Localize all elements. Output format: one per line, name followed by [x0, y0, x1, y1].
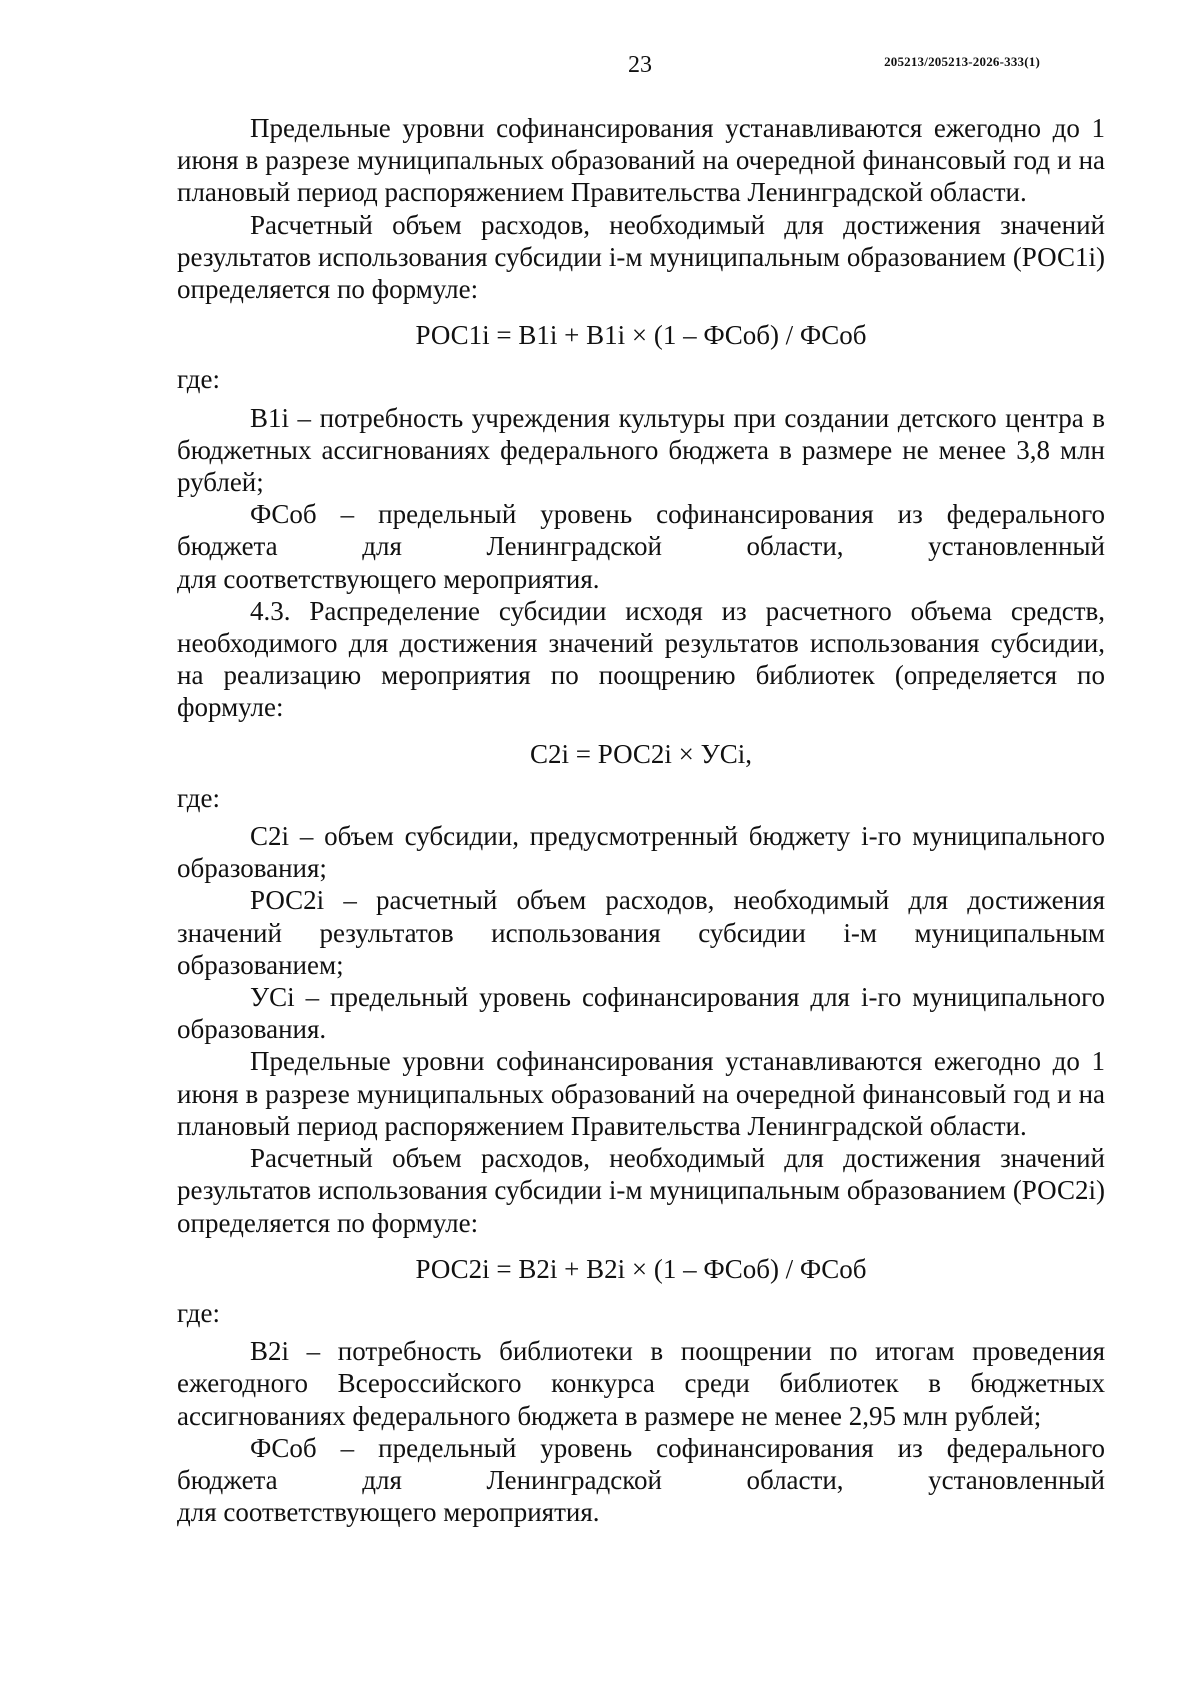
formula-c2: С2i = РОС2i × УСi, [529, 738, 753, 769]
where-label-2: где: [177, 782, 220, 813]
definition-b2: В2i – потребность библиотеки в поощрении по итогам проведения ежегодного Всероссийского конкурса среди библиотек в бюджетных ассигнованиях федерального бюджета в размере не менее 2,95 млн рублей; [177, 1336, 1105, 1431]
definition-b1: В1i – потребность учреждения культуры при создании детского центра в бюджетных ассигнованиях федерального бюджета в размере не менее 3,8 млн рублей; [177, 402, 1105, 498]
definition-fsob-2-line3: для соответствующего мероприятия. [177, 1497, 600, 1528]
paragraph-limits-1: Предельные уровни софинансирования устанавливаются ежегодно до 1 июня в разрезе муниципальных образований на очередной финансовый год и на плановый период распоряжением Правительства Ленинградской области. [177, 113, 1105, 208]
where-label-1: где: [177, 364, 220, 395]
document-body [177, 112, 1105, 1528]
definition-fsob-1-line3: для соответствующего мероприятия. [177, 563, 600, 594]
paragraph-calc-volume-2: Расчетный объем расходов, необходимый для достижения значений результатов использования субсидии i-м муниципальным образованием (РОС2i) определяется по формуле: [177, 1143, 1105, 1238]
formula-ros1: РОС1i = В1i + В1i × (1 – ФСоб) / ФСоб [415, 320, 867, 351]
document-code: 205213/205213-2026-333(1) [884, 54, 1040, 69]
definition-fsob-2-line2: бюджета для Ленинградской области, установленный [177, 1464, 1105, 1495]
definition-fsob-2 [177, 1432, 1105, 1529]
definition-fsob-1-line1: ФСоб – предельный уровень софинансирования из федерального [250, 499, 1105, 530]
formula-ros2: РОС2i = В2i + В2i × (1 – ФСоб) / ФСоб [415, 1253, 867, 1284]
paragraph-section-4-3: 4.3. Распределение субсидии исходя из расчетного объема средств, необходимого для достижения значений результатов использования субсидии, на реализацию мероприятия по поощрению библиотек (определяется по формуле: [177, 595, 1105, 723]
paragraph-limits-2: Предельные уровни софинансирования устанавливаются ежегодно до 1 июня в разрезе муниципальных образований на очередной финансовый год и на плановый период распоряжением Правительства Ленинградской области. [177, 1046, 1105, 1141]
definition-us: УСi – предельный уровень софинансирования для i-го муниципального образования. [177, 982, 1105, 1045]
definition-ros2: РОС2i – расчетный объем расходов, необходимый для достижения значений результатов использования субсидии i-м муниципальным образованием; [177, 885, 1105, 980]
definition-fsob-1 [177, 498, 1105, 595]
definition-fsob-1-line2: бюджета для Ленинградской области, установленный [177, 531, 1105, 562]
page-number: 23 [628, 52, 652, 78]
where-label-3: где: [177, 1297, 220, 1328]
definition-c2: С2i – объем субсидии, предусмотренный бюджету i-го муниципального образования; [177, 821, 1105, 884]
definition-fsob-2-line1: ФСоб – предельный уровень софинансирования из федерального [250, 1432, 1105, 1463]
paragraph-calc-volume-1: Расчетный объем расходов, необходимый для достижения значений результатов использования субсидии i-м муниципальным образованием (РОС1i) определяется по формуле: [177, 209, 1105, 305]
